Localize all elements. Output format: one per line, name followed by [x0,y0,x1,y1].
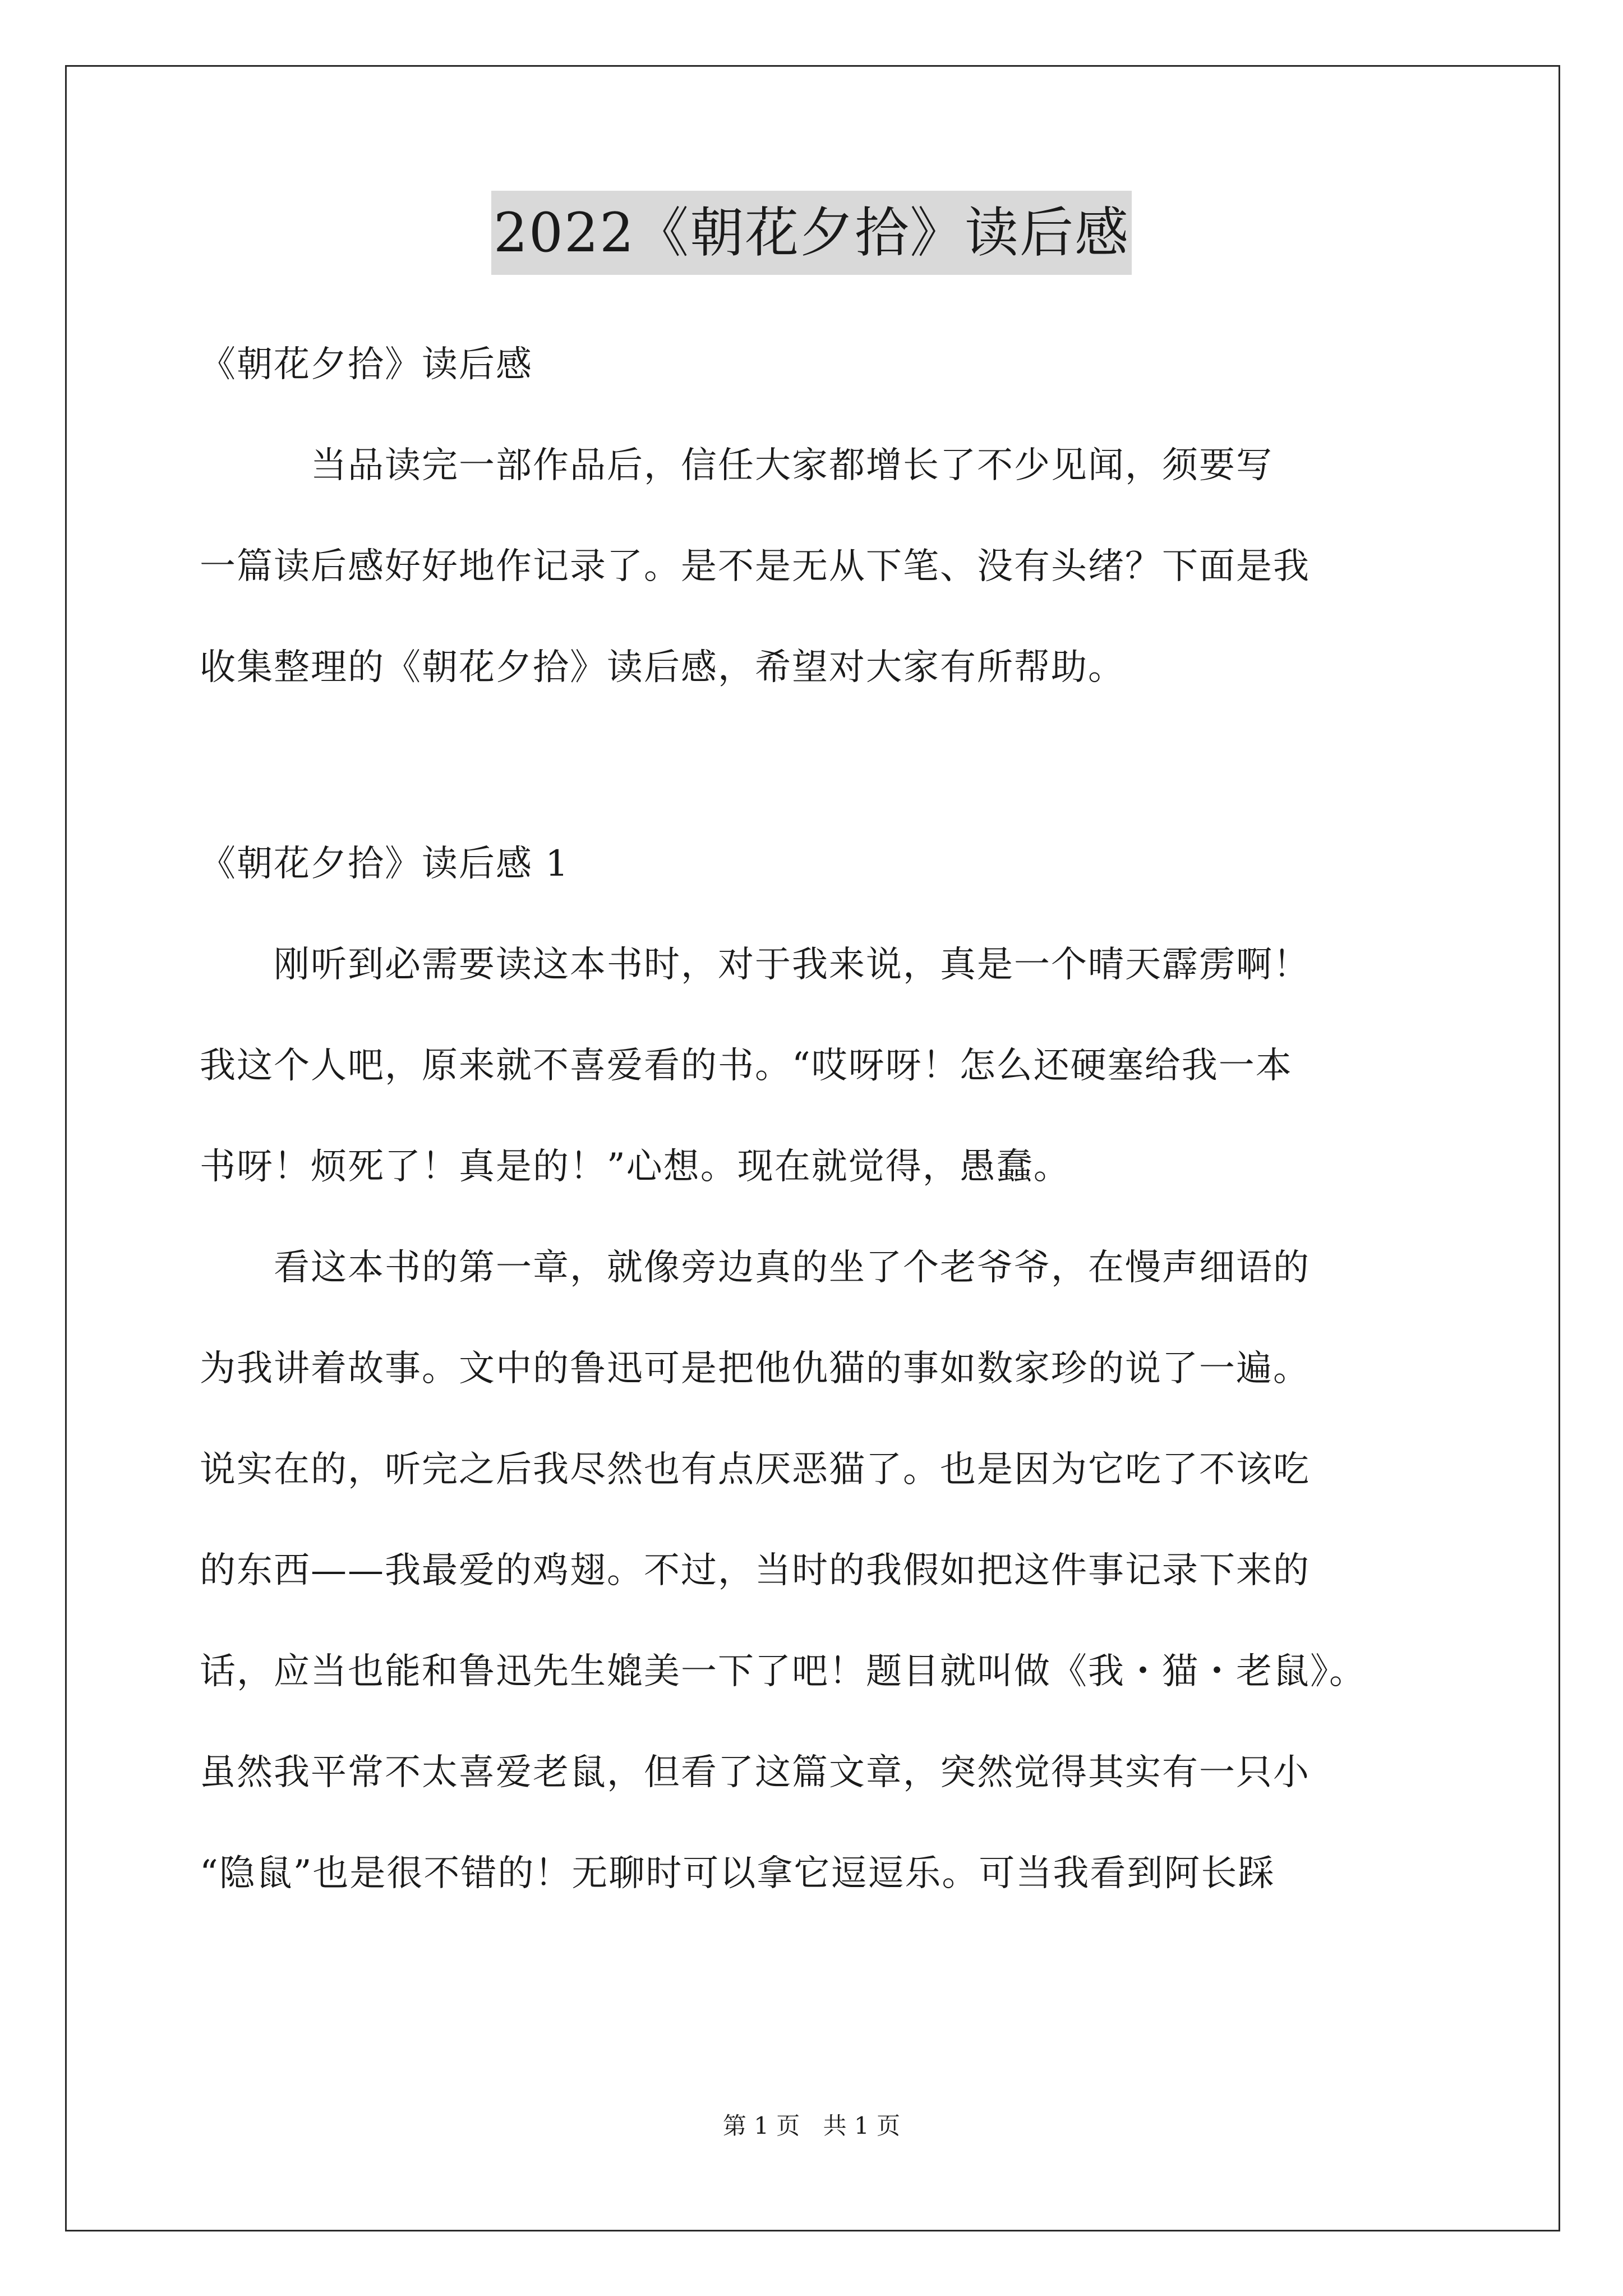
document-body [200,314,1456,1924]
body-line: 虽然我平常不太喜爱老鼠，但看了这篇文章，突然觉得其实有一只小 [200,1752,1310,1793]
body-line: 说实在的，听完之后我尽然也有点厌恶猫了。也是因为它吃了不该吃 [200,1449,1310,1490]
body-line: 看这本书的第一章，就像旁边真的坐了个老爷爷，在慢声细语的 [200,1247,1310,1289]
body-line: 我这个人吧，原来就不喜爱看的书。“哎呀呀！怎么还硬塞给我一本 [200,1045,1293,1087]
paragraph-gap [200,718,1456,813]
title-container [0,191,1623,275]
page-footer [0,2109,1623,2143]
subtitle: 《朝花夕拾》读后感 [200,344,533,385]
intro-line: 当品读完一部作品后，信任大家都增长了不少见闻，须要写 [200,445,1273,486]
intro-line: 一篇读后感好好地作记录了。是不是无从下笔、没有头绪？下面是我 [200,546,1310,587]
intro-line: 收集整理的《朝花夕拾》读后感，希望对大家有所帮助。 [200,647,1125,688]
body-line: 书呀！烦死了！真是的！”心想。现在就觉得，愚蠢。 [200,1146,1071,1188]
body-line: 刚听到必需要读这本书时，对于我来说，真是一个晴天霹雳啊！ [200,944,1310,986]
body-line: 为我讲着故事。文中的鲁迅可是把他仇猫的事如数家珍的说了一遍。 [200,1348,1310,1389]
body-line: “隐鼠”也是很不错的！无聊时可以拿它逗逗乐。可当我看到阿长踩 [200,1853,1275,1894]
body-line: 的东西——我最爱的鸡翅。不过，当时的我假如把这件事记录下来的 [200,1550,1310,1591]
page-number: 第 1 页 [722,2112,800,2139]
section-heading: 《朝花夕拾》读后感 1 [200,843,570,885]
body-line: 话，应当也能和鲁迅先生媲美一下了吧！题目就叫做《我・猫・老鼠》。 [200,1651,1366,1692]
document-title: 2022《朝花夕拾》读后感 [491,191,1132,275]
page-total: 共 1 页 [823,2112,901,2139]
